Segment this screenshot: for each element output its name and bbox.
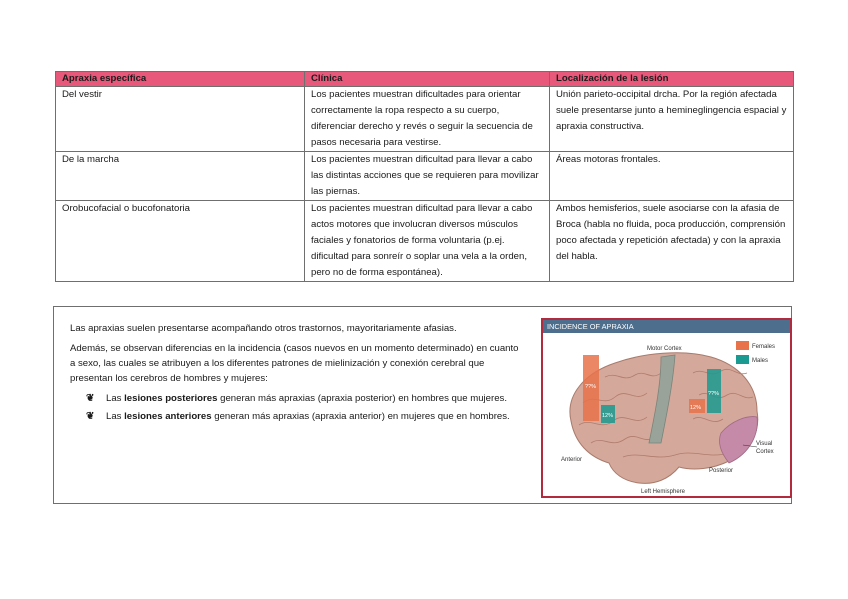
bullet-bold: lesiones anteriores	[124, 411, 212, 422]
anterior-females-value: ??%	[585, 384, 597, 390]
anterior-label: Anterior	[561, 457, 583, 463]
table-header-row	[56, 72, 794, 87]
visual-cortex-label-1: Visual	[756, 441, 773, 447]
legend-females-label: Females	[752, 344, 776, 350]
posterior-males-value: ??%	[708, 391, 720, 397]
hemisphere-label: Left Hemisphere	[641, 489, 686, 495]
bullet-bold: lesiones posteriores	[124, 393, 218, 404]
bullet-icon: ❦	[86, 393, 95, 404]
bullet-list	[70, 391, 520, 424]
apraxia-table	[55, 71, 794, 282]
cell-apraxia: De la marcha	[56, 152, 305, 201]
header-clinica: Clínica	[305, 72, 550, 87]
table-row	[56, 87, 794, 152]
header-apraxia: Apraxia específica	[56, 72, 305, 87]
cell-clinica: Los pacientes muestran dificultades para orientar correctamente la ropa respecto a su cuerpo, diferenciar derecho y revés o seguir la secuencia de pasos necesaria para vestirse.	[305, 87, 550, 152]
cell-apraxia: Orobucofacial o bucofonatoria	[56, 201, 305, 282]
table-row	[56, 201, 794, 282]
brain-illustration	[543, 333, 790, 496]
cell-localizacion: Unión parieto-occipital drcha. Por la región afectada suele presentarse junto a hemineglingencia espacial y apraxia constructiva.	[550, 87, 794, 152]
bullet-post: generan más apraxias (apraxia posterior) en hombres que mujeres.	[217, 393, 508, 404]
list-item	[70, 391, 520, 406]
cell-apraxia: Del vestir	[56, 87, 305, 152]
incidence-figure	[541, 318, 792, 498]
legend-males-label: Males	[752, 358, 769, 364]
table-row	[56, 152, 794, 201]
info-text	[70, 321, 520, 427]
info-box	[53, 306, 792, 504]
legend-females-swatch	[736, 341, 749, 350]
bullet-pre: Las	[106, 411, 125, 422]
cell-clinica: Los pacientes muestran dificultad para llevar a cabo las distintas acciones que se requieren para movilizar las piernas.	[305, 152, 550, 201]
bullet-icon: ❦	[86, 411, 95, 422]
info-paragraph-2: Además, se observan diferencias en la incidencia (casos nuevos en un momento determinado) en cuanto a sexo, las cuales se atribuyen a los diferentes patrones de mielinización y conexión cerebral que presentan los cerebros de hombres y mujeres:	[70, 343, 519, 384]
visual-cortex-label-2: Cortex	[756, 449, 774, 455]
cell-localizacion: Áreas motoras frontales.	[550, 152, 794, 201]
bullet-post: generan más apraxias (apraxia anterior) en mujeres que en hombres.	[211, 411, 510, 422]
list-item	[70, 409, 520, 424]
cell-localizacion: Ambos hemisferios, suele asociarse con la afasia de Broca (habla no fluida, poca producción, comprensión poco afectada y repetición afectada) y con la apraxia del habla.	[550, 201, 794, 282]
legend-males-swatch	[736, 355, 749, 364]
cell-clinica: Los pacientes muestran dificultad para llevar a cabo actos motores que involucran diversos músculos faciales y fonatorios de forma voluntaria (p.ej. dificultad para sonreír o soplar una vela a la orden, pero no de forma espontánea).	[305, 201, 550, 282]
anterior-males-value: 12%	[602, 413, 614, 419]
posterior-label: Posterior	[709, 468, 734, 474]
bullet-pre: Las	[106, 393, 125, 404]
info-paragraph-1: Las apraxias suelen presentarse acompañando otros trastornos, mayoritariamente afasias.	[70, 323, 457, 334]
header-localizacion: Localización de la lesión	[550, 72, 794, 87]
posterior-females-value: 12%	[690, 405, 702, 411]
motor-cortex-label: Motor Cortex	[647, 346, 682, 352]
figure-title: INCIDENCE OF APRAXIA	[543, 320, 790, 333]
